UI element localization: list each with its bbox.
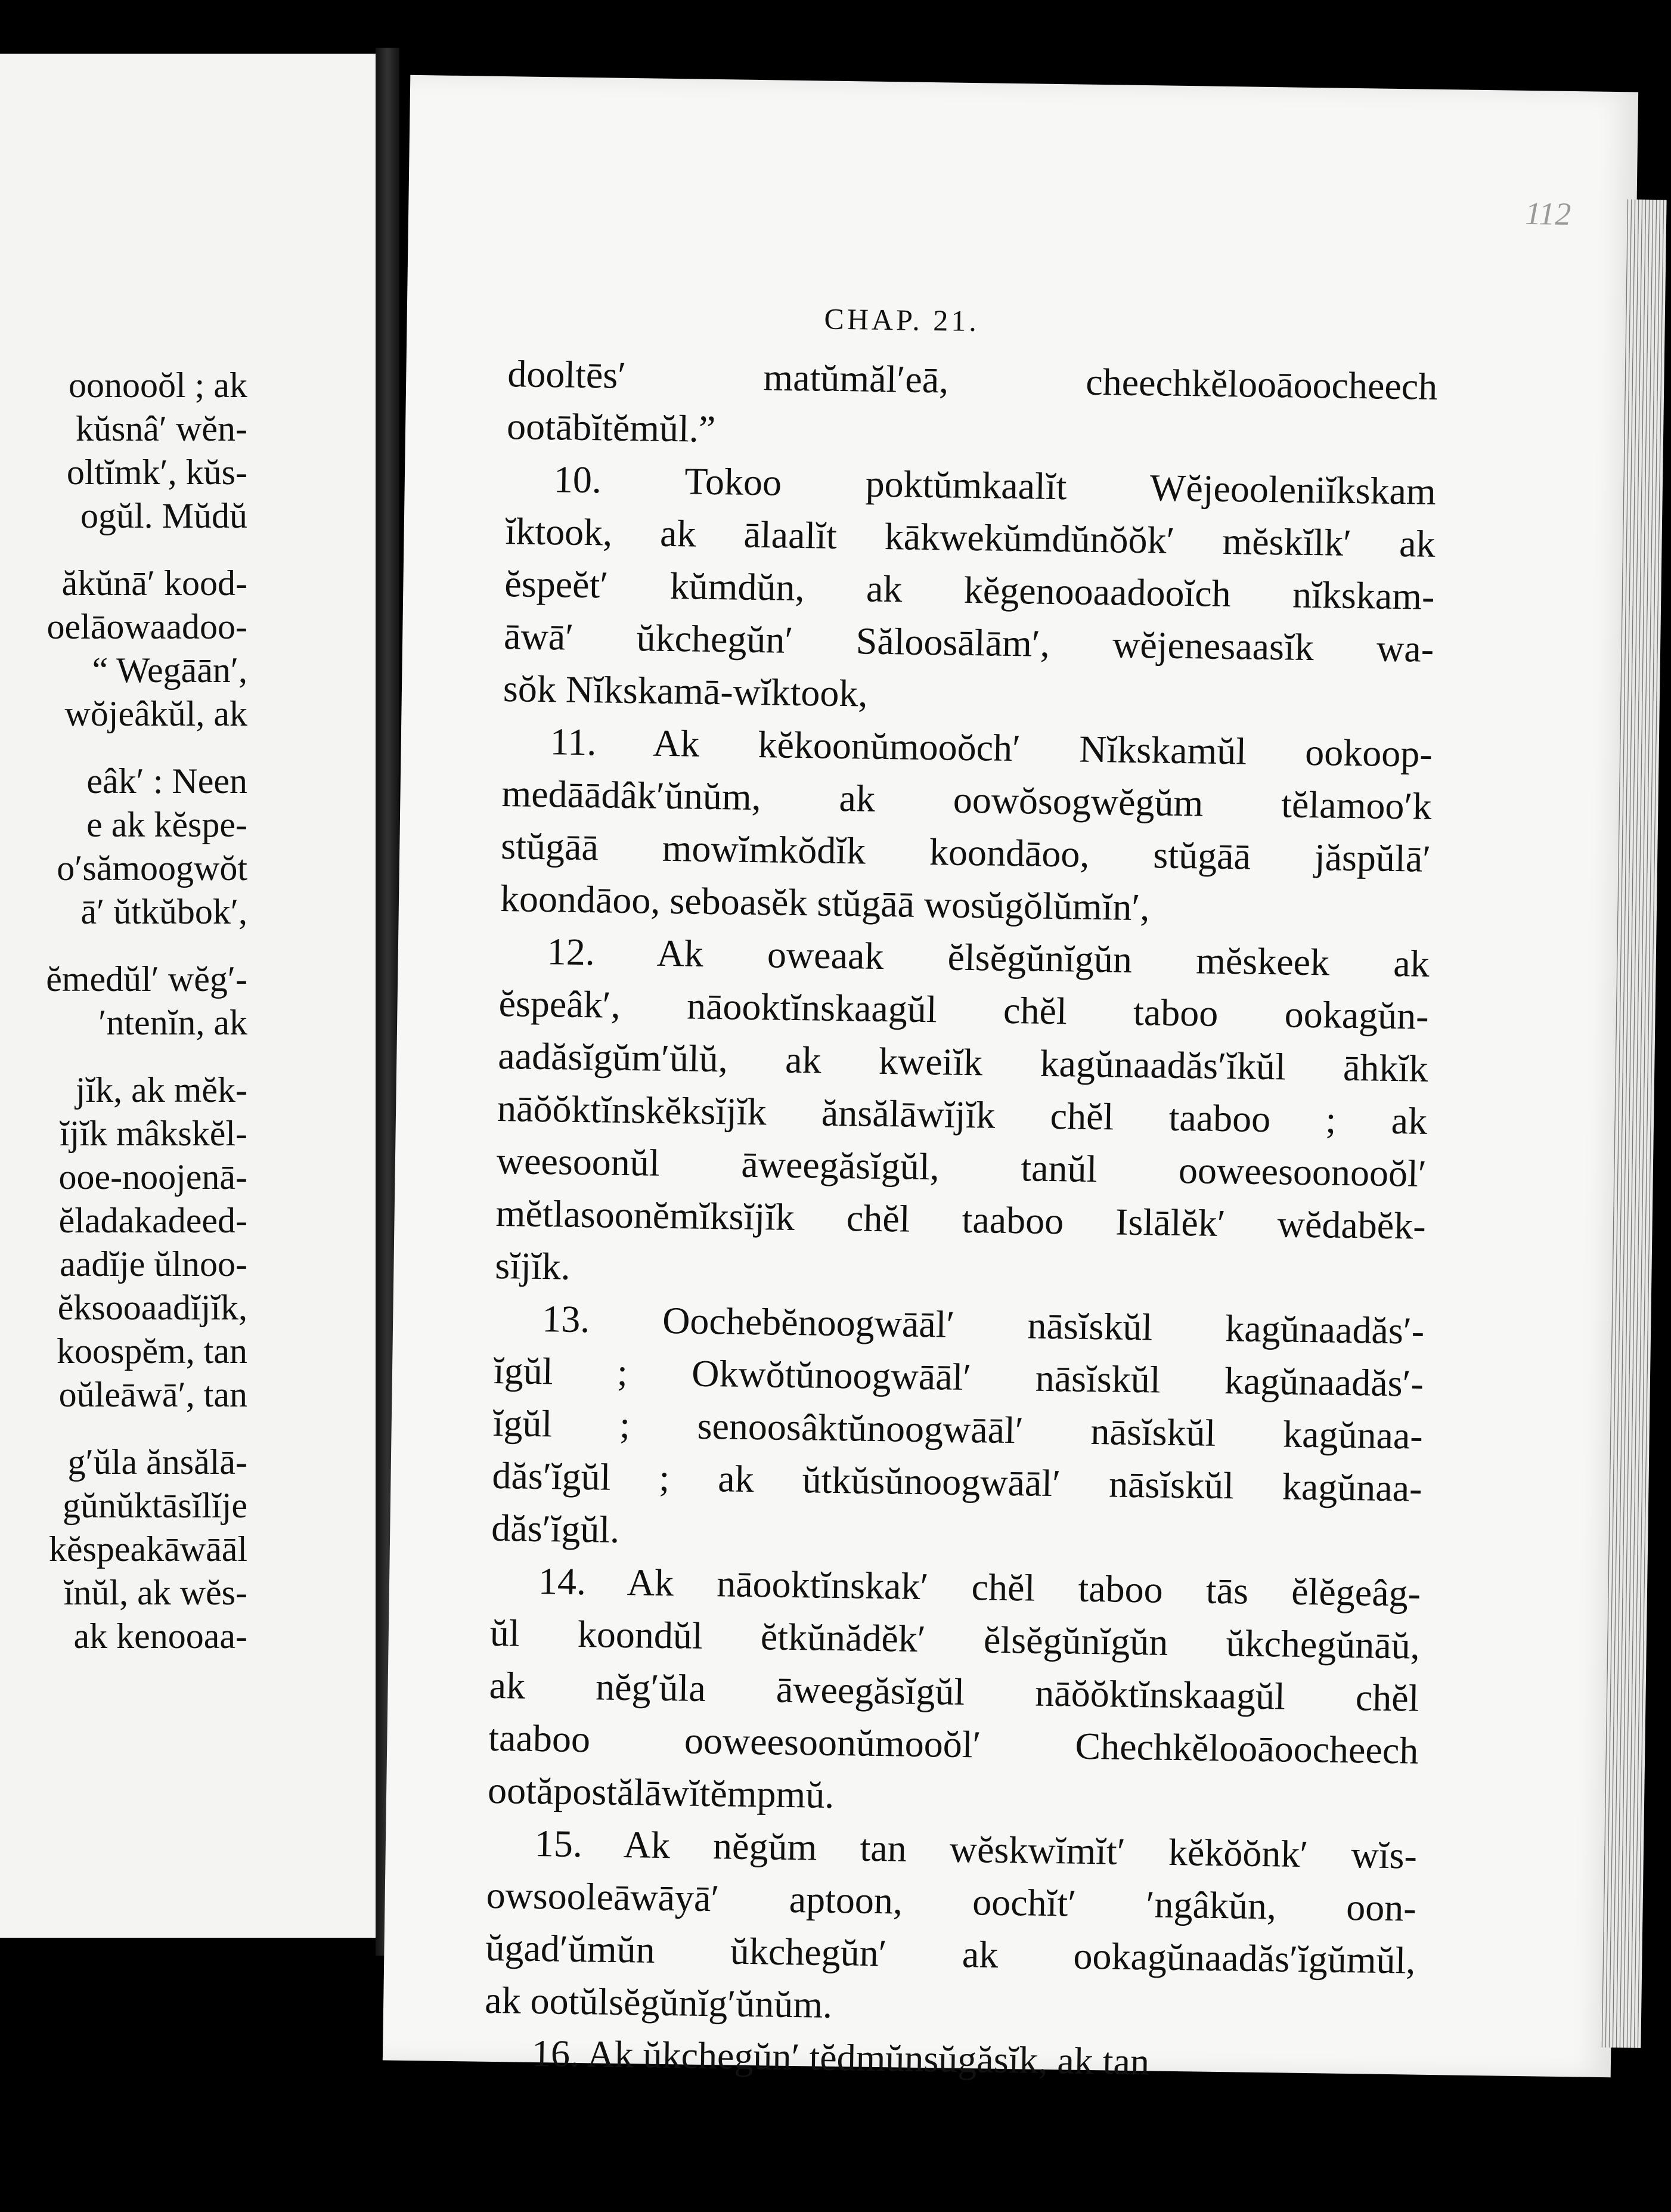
text-line: oltĭmk′, kŭs- — [66, 453, 247, 492]
text-line: ooe-noojenā- — [58, 1157, 247, 1197]
text-line: mĕtlasoonĕmĭksĭjĭk chĕl taaboo Islālĕk′ wĕdabĕk- — [495, 1191, 1427, 1247]
text-line: dăs′ĭgŭl ; ak ŭtkŭsŭnoogwāāl′ nāsĭskŭl kagŭnaa- — [492, 1454, 1422, 1510]
text-line: o′sămoogwŏt — [57, 848, 247, 888]
paragraph-gap — [0, 1417, 247, 1440]
text-line: aadĭje ŭlnoo- — [60, 1244, 247, 1284]
text-line: oonooŏl ; ak — [69, 365, 247, 405]
text-line: e ak kĕspe- — [86, 805, 247, 844]
text-line: ĕksooaadĭjĭk, — [57, 1288, 247, 1327]
text-line: ootābĭtĕmŭl.” — [506, 405, 716, 450]
text-line: jĭk, ak mĕk- — [75, 1070, 247, 1110]
text-line: āwā′ ŭkchegŭn′ Săloosālām′, wĕjenesaasĭk wa- — [503, 615, 1434, 670]
text-line: ŭl koondŭl ĕtkŭnădĕk′ ĕlsĕgŭnĭgŭn ŭkchegŭnāŭ, — [489, 1611, 1421, 1667]
text-line: ĭgŭl ; Okwŏtŭnoogwāāl′ nāsĭskŭl kagŭnaadăs′- — [493, 1349, 1424, 1405]
chapter-body-text — [483, 348, 1437, 2092]
text-line: ā′ ŭtkŭbok′, — [80, 892, 247, 931]
paragraph-gap — [0, 736, 247, 760]
text-line: nāŏŏktĭnskĕksĭjĭk ănsălāwĭjĭk chĕl taaboo ; ak — [497, 1086, 1428, 1142]
left-page-text — [0, 364, 247, 1658]
text-line: dăs′ĭgŭl. — [491, 1506, 620, 1551]
text-line: sŏk Nĭkskamā-wĭktook, — [503, 667, 868, 715]
text-line: ak ootŭlsĕgŭnĭg′ŭnŭm. — [484, 1978, 833, 2026]
text-line: ĕmedŭl′ wĕg′- — [46, 959, 247, 999]
left-facing-page — [0, 54, 379, 1938]
text-line: ĭktook, ak ālaalĭt kākwekŭmdŭnŏŏk′ mĕskĭlk′ ak — [505, 510, 1436, 565]
right-page — [383, 75, 1638, 2083]
text-line: ootăpostălāwĭtĕmpmŭ. — [487, 1768, 835, 1816]
text-line: 14. Ak nāooktĭnskak′ chĕl taboo tās ĕlĕgeâg- — [538, 1560, 1421, 1615]
text-line: ′ntenĭn, ak — [98, 1003, 247, 1042]
text-line: g′ŭla ănsălā- — [67, 1442, 247, 1482]
text-line: ĕladakadeed- — [58, 1201, 247, 1240]
chapter-heading: CHAP. 21. — [824, 302, 980, 338]
text-line: ĭjĭk mâkskĕl- — [60, 1114, 247, 1153]
text-line: koospĕm, tan — [57, 1331, 247, 1371]
text-line: kĕspeakāwāāl — [48, 1529, 247, 1569]
text-line: gŭnŭktāsĭlĭje — [63, 1486, 247, 1525]
text-line: owsooleāwāyā′ aptoon, oochĭt′ ′ngâkŭn, oon- — [486, 1873, 1417, 1929]
text-line: ogŭl. Mŭdŭ — [80, 496, 247, 535]
text-line: kŭsnâ′ wĕn- — [75, 409, 247, 448]
text-line: ĕspeĕt′ kŭmdŭn, ak kĕgenooaadooĭch nĭkskam- — [504, 562, 1435, 618]
text-line: ak kenooaa- — [73, 1616, 247, 1656]
paragraph-gap — [0, 538, 247, 562]
text-line: oŭleāwā′, tan — [58, 1375, 247, 1414]
text-line: 10. Tokoo poktŭmkaalĭt Wĕjeooleniĭkskam — [553, 458, 1437, 513]
text-line: 13. Oochebĕnoogwāāl′ nāsĭskŭl kagŭnaadăs′- — [541, 1297, 1425, 1352]
text-line: koondāoo, seboasĕk stŭgāā wosŭgŏlŭmĭn′, — [500, 877, 1150, 929]
text-line: stŭgāā mowĭmkŏdĭk koondāoo, stŭgāā jăspŭlā′ — [500, 825, 1431, 880]
paragraph-gap — [0, 934, 247, 958]
text-line: ŭgad′ŭmŭn ŭkchegŭn′ ak ookagŭnaadăs′ĭgŭmŭl, — [485, 1926, 1416, 1982]
text-line: ĭnŭl, ak wĕs- — [63, 1573, 247, 1612]
text-line: dooltēs′ matŭmăl′eā, cheechkĕlooāoocheech — [507, 352, 1438, 408]
handwritten-folio-number: 112 — [1524, 195, 1571, 232]
text-line: oelāowaadoo- — [46, 607, 247, 646]
text-line: sĭjĭk. — [494, 1244, 571, 1288]
page-stack-edge — [1599, 199, 1666, 2048]
text-line: ăkŭnā′ kood- — [61, 563, 247, 603]
text-line: ĕspeâk′, nāooktĭnskaagŭl chĕl taboo ookagŭn- — [498, 982, 1429, 1037]
text-line: weesoonŭl āweegăsĭgŭl, tanŭl ooweesoonooŏl′ — [496, 1139, 1427, 1195]
text-line: eâk′ : Neen — [86, 761, 247, 801]
text-line: taaboo ooweesoonŭmooŏl′ Chechkĕlooāoocheech — [488, 1716, 1419, 1772]
text-line: 16. Ak ŭkchegŭn′ tĕdmŭnsŭgăsĭk, ak tan — [531, 2031, 1150, 2083]
text-line: ĭgŭl ; senoosâktŭnoogwāāl′ nāsĭskŭl kagŭnaa- — [492, 1401, 1424, 1457]
paragraph-gap — [0, 1045, 247, 1068]
text-line: aadăsĭgŭm′ŭlŭ, ak kweiĭk kagŭnaadăs′ĭkŭl āhkĭk — [497, 1034, 1428, 1090]
text-line: “ Wegāān′, — [92, 650, 247, 690]
text-line: ak nĕg′ŭla āweegăsĭgŭl nāŏŏktĭnskaagŭl chĕl — [489, 1663, 1419, 1720]
text-line: 15. Ak nĕgŭm tan wĕskwĭmĭt′ kĕkŏŏnk′ wĭs- — [534, 1821, 1418, 1877]
text-line: medāādâk′ŭnŭm, ak oowŏsogwĕgŭm tĕlamoo′k — [501, 772, 1432, 828]
text-line: 12. Ak oweaak ĕlsĕgŭnĭgŭn mĕskeek ak — [547, 930, 1430, 985]
text-line: wŏjeâkŭl, ak — [64, 694, 247, 733]
text-line: 11. Ak kĕkoonŭmooŏch′ Nĭkskamŭl ookoop- — [550, 720, 1433, 775]
